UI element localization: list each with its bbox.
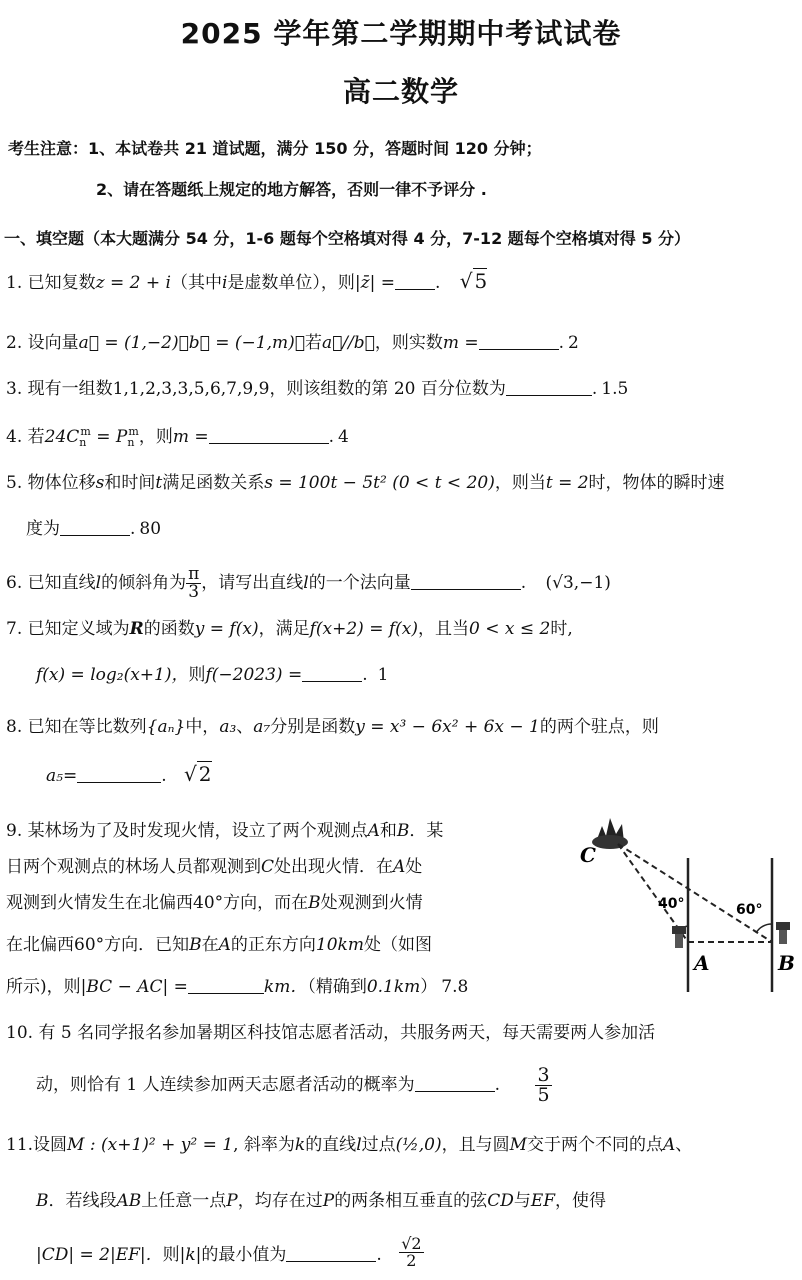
exam-subject: 高二数学 xyxy=(342,75,459,108)
answer-blank xyxy=(77,766,161,783)
question-10-line-2: 动，则恰有 1 人连续参加两天志愿者活动的概率为 . $\frac{3}{5}$ xyxy=(36,1064,550,1106)
section-header: 一、填空题（本大题满分 54 分，1-6 题每个空格填对得 4 分，7-12 题每个空格填对得 5 分） xyxy=(4,229,691,248)
angle-label-40: 40° xyxy=(658,896,685,912)
angle-label-60: 60° xyxy=(736,902,763,918)
question-11-line-3: |CD| = 2|EF|．则|k|的最小值为 . $\frac{√2}{2}$ xyxy=(36,1234,422,1270)
question-3: 3. 现有一组数1,1,2,3,3,5,6,7,9,9，则该组数的第 20 百分位数为 . 1.5 xyxy=(6,379,629,399)
question-5: 5. 物体位移s和时间t满足函数关系s = 100t − 5t² (0 < t < 20)，则当t = 2时，物体的瞬时速 xyxy=(6,473,725,493)
answer-6: (√3,−1) xyxy=(545,573,611,593)
answer-9: 7.8 xyxy=(441,977,469,997)
answer-blank xyxy=(395,273,435,290)
tower-icon-b xyxy=(776,922,790,944)
question-11: 11.设圆M : (x+1)² + y² = 1, 斜率为k的直线l过点(½,0)，且与圆M交于两个不同的点A、 xyxy=(6,1135,693,1155)
label-b: B xyxy=(778,951,795,975)
question-6: 6. 已知直线l的倾斜角为 $\frac{\pi}{3}$ ，请写出直线l的一个法向量 . (√3,−1) xyxy=(6,564,611,602)
question-11-line-2: B．若线段AB上任意一点P，均存在过P的两条相互垂直的弦CD与EF，使得 xyxy=(36,1191,607,1211)
exam-title: 2025 学年第二学期期中考试试卷 xyxy=(180,17,622,50)
question-8-line-2: a₅= . √ 2 xyxy=(46,762,212,786)
answer-blank xyxy=(188,977,264,994)
question-10: 10. 有 5 名同学报名参加暑期区科技馆志愿者活动，共服务两天，每天需要两人参加活 xyxy=(6,1023,656,1043)
answer-1: √ 5 xyxy=(459,269,488,293)
answer-blank xyxy=(411,573,521,590)
question-9-line-2: 日两个观测点的林场人员都观测到C处出现火情．在A处 xyxy=(6,857,423,877)
answer-10: $\frac{3}{5}$ xyxy=(537,1064,550,1106)
answer-7: 1 xyxy=(377,665,389,685)
question-7-line-2: f(x) = log₂(x+1)，则f(−2023) = . 1 xyxy=(36,665,389,685)
answer-blank xyxy=(209,427,329,444)
fire-icon xyxy=(592,818,628,849)
answer-blank xyxy=(506,379,592,396)
answer-blank xyxy=(60,519,130,536)
answer-5: 80 xyxy=(139,519,162,539)
answer-3: 1.5 xyxy=(601,379,629,399)
angle-arc-60 xyxy=(756,924,772,933)
answer-blank xyxy=(479,333,559,350)
question-5-line-2: 度为 . 80 xyxy=(26,519,162,539)
sight-line-bc xyxy=(618,844,772,942)
question-4: 4. 若$24C_n^m = P_n^m$，则m = . 4 xyxy=(6,425,349,449)
question-9: 9. 某林场为了及时发现火情，设立了两个观测点A和B．某 xyxy=(6,821,444,841)
notice-line-1: 考生注意：1、本试卷共 21 道试题，满分 150 分，答题时间 120 分钟； xyxy=(8,139,542,158)
answer-blank xyxy=(286,1245,376,1262)
question-9-line-3: 观测到火情发生在北偏西40°方向，而在B处观测到火情 xyxy=(6,893,423,913)
answer-blank xyxy=(415,1075,495,1092)
label-a: A xyxy=(694,951,710,975)
observation-diagram xyxy=(576,812,800,996)
question-7: 7. 已知定义域为R的函数y = f(x)，满足f(x+2) = f(x)，且当0 < x ≤ 2时, xyxy=(6,619,573,639)
label-c: C xyxy=(580,843,596,867)
answer-8: √ 2 xyxy=(184,762,212,786)
question-1: 1. 已知复数z = 2 + i（其中i是虚数单位），则|z̄| = . √ 5 xyxy=(6,269,488,293)
answer-11: $\frac{√2}{2}$ xyxy=(401,1234,422,1270)
notice-line-2: 2、请在答题纸上规定的地方解答，否则一律不予评分 . xyxy=(96,180,487,199)
question-8: 8. 已知在等比数列{aₙ}中，a₃、a₇分别是函数y = x³ − 6x² + 6x − 1的两个驻点，则 xyxy=(6,717,659,737)
question-9-line-4: 在北偏西60°方向．已知B在A的正东方向10km处（如图 xyxy=(6,935,432,955)
answer-2: 2 xyxy=(568,333,579,353)
answer-blank xyxy=(302,665,362,682)
question-9-line-5: 所示)，则|BC − AC| = km．（精确到0.1km） 7.8 xyxy=(6,977,469,997)
answer-4: 4 xyxy=(338,427,349,447)
question-2: 2. 设向量a⃗ = (1,−2)，b⃗ = (−1,m)，若a⃗//b⃗，则实数m = . 2 xyxy=(6,333,579,353)
